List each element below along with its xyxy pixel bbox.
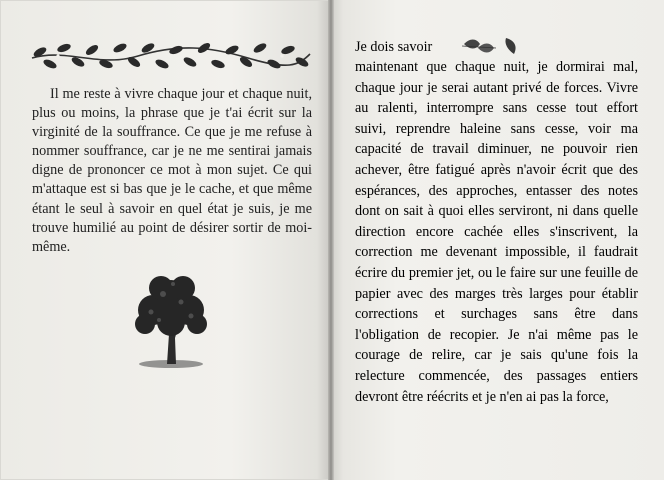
left-page xyxy=(0,0,330,480)
leaf-sprig-ornament-icon xyxy=(462,34,522,58)
tree-engraving-icon xyxy=(133,272,209,368)
book-gutter xyxy=(328,0,334,480)
right-page-paragraph: maintenant que chaque nuit, je dormirai mal, chaque jour je serai autant privé de forces. Vivre au ralenti, interrompre sans cesse tout effort suivi, reprendre haleine sans cesse, voir ma capacité de travail diminuer, ne pouvoir rien achever, être fatigué après n'avoir écrit que des espérances, des approches, entasser des notes dont on sait à quoi elles serviront, ni dans quelle direction encore cachée elles s'inscrivent, la correction me devenant impossible, il faudrait écrire du premier jet, ou le faire sur une feuille de papier avec des marges très larges pour établir corrections et surchages sans être dans l'obligation de recopier. Je n'ai même pas le courage de relire, car je sais qu'une fois la relecture commencée, des passages entiers devront être réécrits et je n'en ai pas la force, xyxy=(355,59,638,405)
right-page-heading: Je dois savoir xyxy=(355,39,433,55)
leaf-garland-ornament-icon xyxy=(28,38,314,74)
left-page-paragraph: Il me reste à vivre chaque jour et chaque nuit, plus ou moins, la phrase que je t'ai écrit sur la virginité de la souffrance. Ce que je me refuse à nommer souffrance, car je ne me sentirai jamais digne de prononcer ce mot à mon sujet. Ce qui m'attaque est si bas que je le cache, et que même étant le seul à savoir en quel état je suis, je me trouve humilié au point de désirer sortir de moi-même. xyxy=(32,86,312,255)
